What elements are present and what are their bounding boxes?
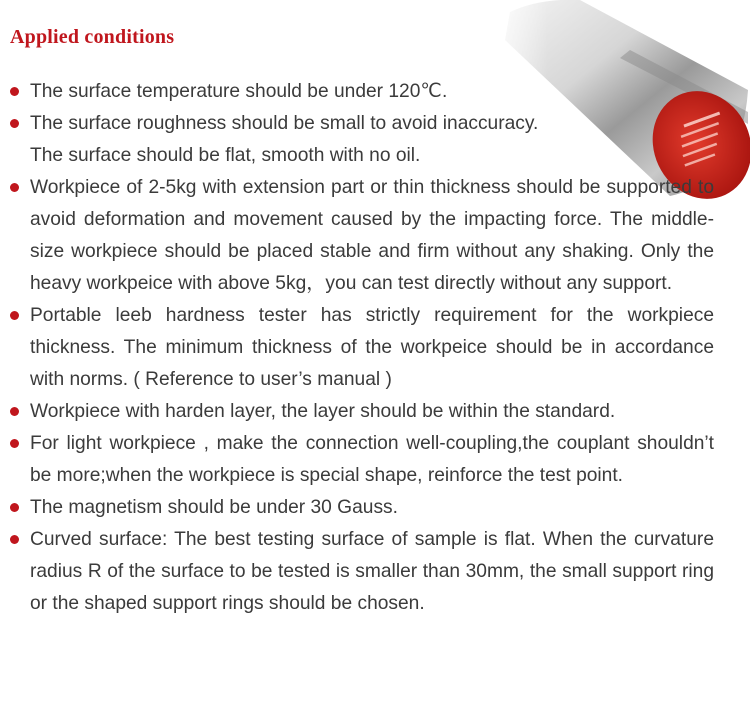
bullet-icon [10,407,19,416]
bullet-icon [10,119,19,128]
section-title: Applied conditions [10,26,175,48]
list-item [10,76,714,108]
list-item [10,492,714,524]
list-item [10,396,714,428]
bullet-icon [10,503,19,512]
item-text: The surface roughness should be small to avoid inaccuracy. [30,113,539,134]
bullet-icon [10,535,19,544]
item-text: Curved surface: The best testing surface of sample is flat. When the curvature radius R of the surface to be tested is smaller than 30mm, the small support ring or the shaped support rings should be chosen. [30,529,714,614]
item-text: Workpiece with harden layer, the layer should be within the standard. [30,401,616,422]
item-text: For light workpiece , make the connection well-coupling,the couplant shouldn’t be more;when the workpiece is special shape, reinforce the test point. [30,433,714,486]
item-text: The surface temperature should be under 120℃. [30,81,448,102]
bullet-icon [10,439,19,448]
item-text: Workpiece of 2-5kg with extension part or thin thickness should be supported to avoid deformation and movement caused by the impacting force. The middle-size workpiece should be placed stable and firm without any shaking. Only the heavy workpeice with above 5kg，you can test directly without any support. [30,177,714,294]
list-item [10,172,714,300]
list-item [10,428,714,492]
item-text: The magnetism should be under 30 Gauss. [30,497,398,518]
conditions-list [10,76,714,620]
list-item [10,524,714,620]
list-item [10,300,714,396]
bullet-icon [10,311,19,320]
list-item [10,108,714,172]
bullet-icon [10,183,19,192]
item-text: Portable leeb hardness tester has strictly requirement for the workpiece thickness. The minimum thickness of the workpeice should be in accordance with norms. ( Reference to user’s manual ) [30,305,714,390]
item-text-line2: The surface should be flat, smooth with no oil. [30,145,421,166]
bullet-icon [10,87,19,96]
